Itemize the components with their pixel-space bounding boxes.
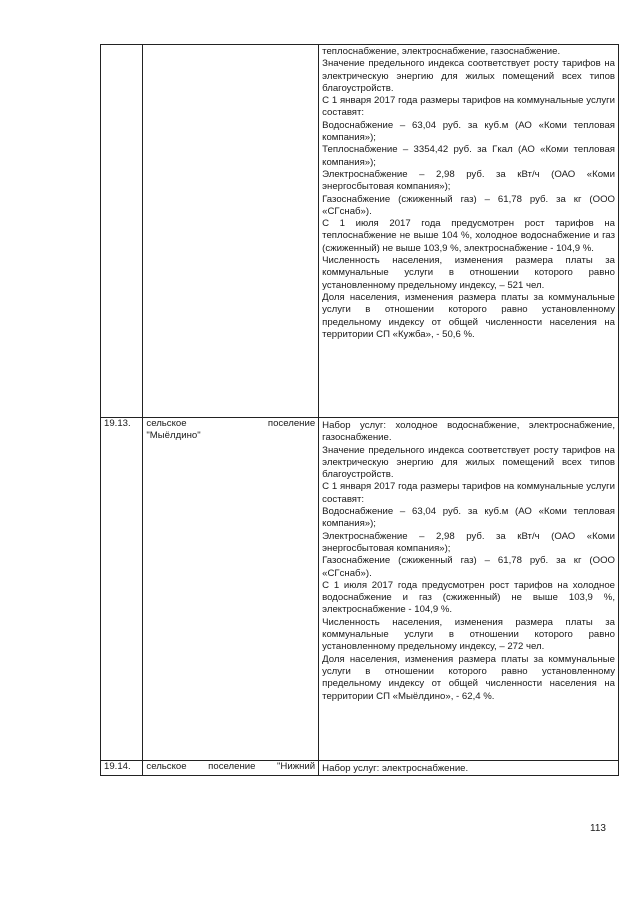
description-paragraph: С 1 января 2017 года размеры тарифов на коммунальные услуги составят: (322, 481, 615, 505)
row-number: 19.13. (101, 418, 143, 761)
table-row (101, 418, 619, 761)
row-number (101, 45, 143, 418)
table-row (101, 761, 619, 776)
settlement-name-line-1: сельское поселение "Нижний (146, 761, 316, 772)
tariff-table (100, 44, 619, 776)
description-paragraph: С 1 января 2017 года размеры тарифов на коммунальные услуги составят: (322, 95, 615, 119)
settlement-name (143, 418, 319, 761)
description-paragraph: Набор услуг: холодное водоснабжение, электроснабжение, газоснабжение. (322, 420, 615, 444)
description-paragraph: С 1 июля 2017 года предусмотрен рост тарифов на теплоснабжение не выше 104 %, холодное водоснабжение и газ (сжиженный) не выше 103,9 %, электроснабжение - 104,9 %. (322, 218, 615, 254)
description-paragraph: Электроснабжение – 2,98 руб. за кВт/ч (ОАО «Коми энергосбытовая компания»); (322, 530, 615, 554)
table-body (101, 45, 619, 776)
row-number: 19.14. (101, 761, 143, 776)
settlement-name-line-2: "Мыёлдино" (146, 430, 201, 442)
description-paragraph: Газоснабжение (сжиженный газ) – 61,78 руб. за кг (ООО «СГснаб»). (322, 193, 615, 217)
settlement-name-line-1: сельское поселение (146, 418, 316, 429)
table-row (101, 45, 619, 418)
description-paragraph: Значение предельного индекса соответствует росту тарифов на электрическую энергию для жилых помещений всех типов благоустройств. (322, 444, 615, 481)
row-description (319, 45, 619, 418)
settlement-name (143, 45, 319, 418)
description-paragraph: Набор услуг: электроснабжение. (322, 763, 469, 774)
description-paragraph: С 1 июля 2017 года предусмотрен рост тарифов на холодное водоснабжение и газ (сжиженный) не выше 103,9 %, электроснабжение - 104,9 %. (322, 579, 615, 616)
description-paragraph: Доля населения, изменения размера платы за коммунальные услуги в отношении которого равно установленному предельному индексу от общей численности населения на территории СП «Кужба», - 50,6 %. (322, 291, 615, 340)
paragraph-list (322, 418, 615, 703)
paragraph-list (322, 761, 615, 775)
settlement-name (143, 761, 319, 776)
description-paragraph: Водоснабжение – 63,04 руб. за куб.м (АО «Коми тепловая компания»); (322, 119, 615, 144)
row-description (319, 761, 619, 776)
description-paragraph: Численность населения, изменения размера платы за коммунальные услуги в отношении которого равно установленному предельному индексу, – 272 чел. (322, 616, 615, 653)
description-paragraph: Газоснабжение (сжиженный газ) – 61,78 руб. за кг (ООО «СГснаб»). (322, 555, 615, 579)
description-paragraph: Водоснабжение – 63,04 руб. за куб.м (АО «Коми тепловая компания»); (322, 506, 615, 530)
description-paragraph: Значение предельного индекса соответствует росту тарифов на электрическую энергию для жилых помещений всех типов благоустройств. (322, 58, 615, 94)
paragraph-list (322, 45, 615, 341)
page-number: 113 (590, 823, 606, 834)
description-paragraph: Численность населения, изменения размера платы за коммунальные услуги в отношении которого равно установленному предельному индексу, – 521 чел. (322, 255, 615, 291)
row-description (319, 418, 619, 761)
description-paragraph: Теплоснабжение – 3354,42 руб. за Гкал (АО «Коми тепловая компания»); (322, 144, 615, 168)
description-paragraph: теплоснабжение, электроснабжение, газоснабжение. (322, 46, 561, 57)
description-paragraph: Доля населения, изменения размера платы за коммунальные услуги в отношении которого равно установленному предельному индексу от общей численности населения на территории СП «Мыёлдино», - 62,4 %. (322, 653, 615, 702)
description-paragraph: Электроснабжение – 2,98 руб. за кВт/ч (ОАО «Коми энергосбытовая компания»); (322, 168, 615, 193)
